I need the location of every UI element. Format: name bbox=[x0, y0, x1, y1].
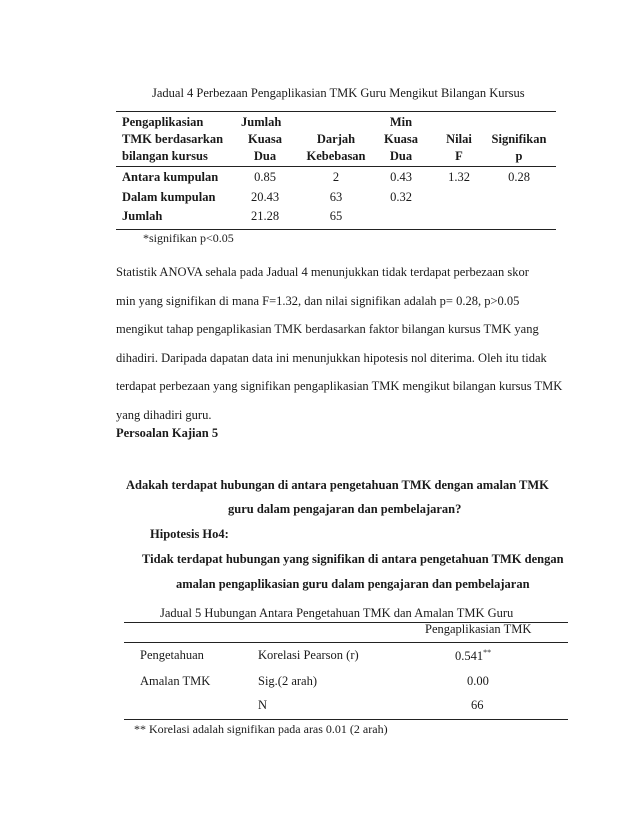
header-line: Kebebasan bbox=[306, 149, 366, 163]
table4-cell: 65 bbox=[329, 209, 343, 223]
table4-cell: 21.28 bbox=[250, 209, 280, 223]
table5-value-text: 0.541 bbox=[455, 649, 484, 664]
header-line: Dua bbox=[389, 149, 413, 163]
header-line: Nilai bbox=[446, 132, 472, 146]
table4-cell: 0.43 bbox=[390, 170, 412, 184]
hypothesis-line: amalan pengaplikasian guru dalam pengajaran dan pembelajaran bbox=[176, 577, 530, 591]
table4-header-col4 bbox=[374, 114, 428, 165]
paragraph-anova-result bbox=[116, 258, 566, 429]
table5-row-label: Pengetahuan bbox=[140, 648, 204, 662]
table5-value bbox=[455, 648, 491, 664]
table4-header-col3 bbox=[300, 131, 372, 165]
table5-caption: Jadual 5 Hubungan Antara Pengetahuan TMK dan Amalan TMK Guru bbox=[160, 606, 514, 620]
table4-cell: 2 bbox=[332, 170, 340, 184]
table5-col-header: Pengaplikasian TMK bbox=[425, 622, 532, 636]
header-line: bilangan kursus bbox=[122, 149, 208, 163]
table4-header-col6 bbox=[486, 131, 552, 165]
table4-cell: 1.32 bbox=[448, 170, 470, 184]
table5-header-rule bbox=[124, 642, 568, 643]
table5-row-label: Amalan TMK bbox=[140, 674, 211, 688]
paragraph-line: mengikut tahap pengaplikasian TMK berdasarkan faktor bilangan kursus TMK yang bbox=[116, 322, 539, 336]
significance-mark: ** bbox=[483, 648, 492, 657]
header-line: Pengaplikasian bbox=[122, 115, 204, 129]
paragraph-line: min yang signifikan di mana F=1.32, dan nilai signifikan adalah p= 0.28, p>0.05 bbox=[116, 293, 520, 308]
header-line: Kuasa bbox=[247, 132, 283, 146]
paragraph-line: yang dihadiri guru. bbox=[116, 407, 212, 422]
research-question bbox=[126, 473, 566, 521]
hypothesis-label: Hipotesis Ho4: bbox=[150, 527, 229, 541]
table4-cell: 0.32 bbox=[390, 190, 412, 204]
table4-bottom-rule bbox=[116, 229, 556, 230]
question-line: guru dalam pengajaran dan pembelajaran? bbox=[228, 502, 462, 516]
header-line: Kuasa bbox=[383, 132, 419, 146]
table4-footnote: *signifikan p<0.05 bbox=[143, 231, 234, 245]
header-line: Signifikan bbox=[491, 132, 547, 146]
table4-row-label: Jumlah bbox=[122, 209, 163, 223]
paragraph-line: dihadiri. Daripada dapatan data ini menunjukkan hipotesis nol diterima. Oleh itu tidak bbox=[116, 350, 547, 365]
table4-row-label: Dalam kumpulan bbox=[122, 190, 216, 204]
table4-header-col2 bbox=[238, 114, 292, 165]
section-heading: Persoalan Kajian 5 bbox=[116, 426, 219, 440]
table5-footnote: ** Korelasi adalah signifikan pada aras 0.01 (2 arah) bbox=[134, 722, 388, 736]
header-line: p bbox=[515, 149, 523, 163]
hypothesis-line: Tidak terdapat hubungan yang signifikan di antara pengetahuan TMK dengan bbox=[142, 552, 564, 566]
table5-stat: N bbox=[258, 698, 268, 712]
header-line: Darjah bbox=[316, 132, 356, 146]
hypothesis-text bbox=[142, 547, 582, 597]
table4-cell: 0.28 bbox=[508, 170, 530, 184]
table5-value: 66 bbox=[471, 698, 484, 712]
table4-row-label: Antara kumpulan bbox=[122, 170, 219, 184]
paragraph-line: terdapat perbezaan yang signifikan pengaplikasian TMK mengikut bilangan kursus TMK bbox=[116, 379, 563, 393]
table4-caption: Jadual 4 Perbezaan Pengaplikasian TMK Guru Mengikut Bilangan Kursus bbox=[152, 86, 525, 100]
table4-cell: 20.43 bbox=[250, 190, 280, 204]
table4-header-col1 bbox=[122, 114, 223, 165]
header-line: TMK berdasarkan bbox=[122, 132, 224, 146]
table4-header-rule bbox=[116, 166, 556, 167]
table4-top-rule bbox=[116, 111, 556, 112]
table5-bottom-rule bbox=[124, 719, 568, 720]
table5-stat: Korelasi Pearson (r) bbox=[258, 648, 359, 662]
header-line: Dua bbox=[253, 149, 277, 163]
table5-stat: Sig.(2 arah) bbox=[258, 674, 318, 688]
header-line: F bbox=[455, 149, 463, 163]
paragraph-line: Statistik ANOVA sehala pada Jadual 4 menunjukkan tidak terdapat perbezaan skor bbox=[116, 265, 529, 279]
question-line: Adakah terdapat hubungan di antara pengetahuan TMK dengan amalan TMK bbox=[126, 478, 549, 492]
table4-cell: 63 bbox=[329, 190, 343, 204]
header-line: Jumlah bbox=[241, 115, 282, 129]
table4-cell: 0.85 bbox=[254, 170, 276, 184]
table4-header-col5 bbox=[434, 131, 484, 165]
table5-value: 0.00 bbox=[467, 674, 489, 688]
header-line: Min bbox=[389, 115, 413, 129]
